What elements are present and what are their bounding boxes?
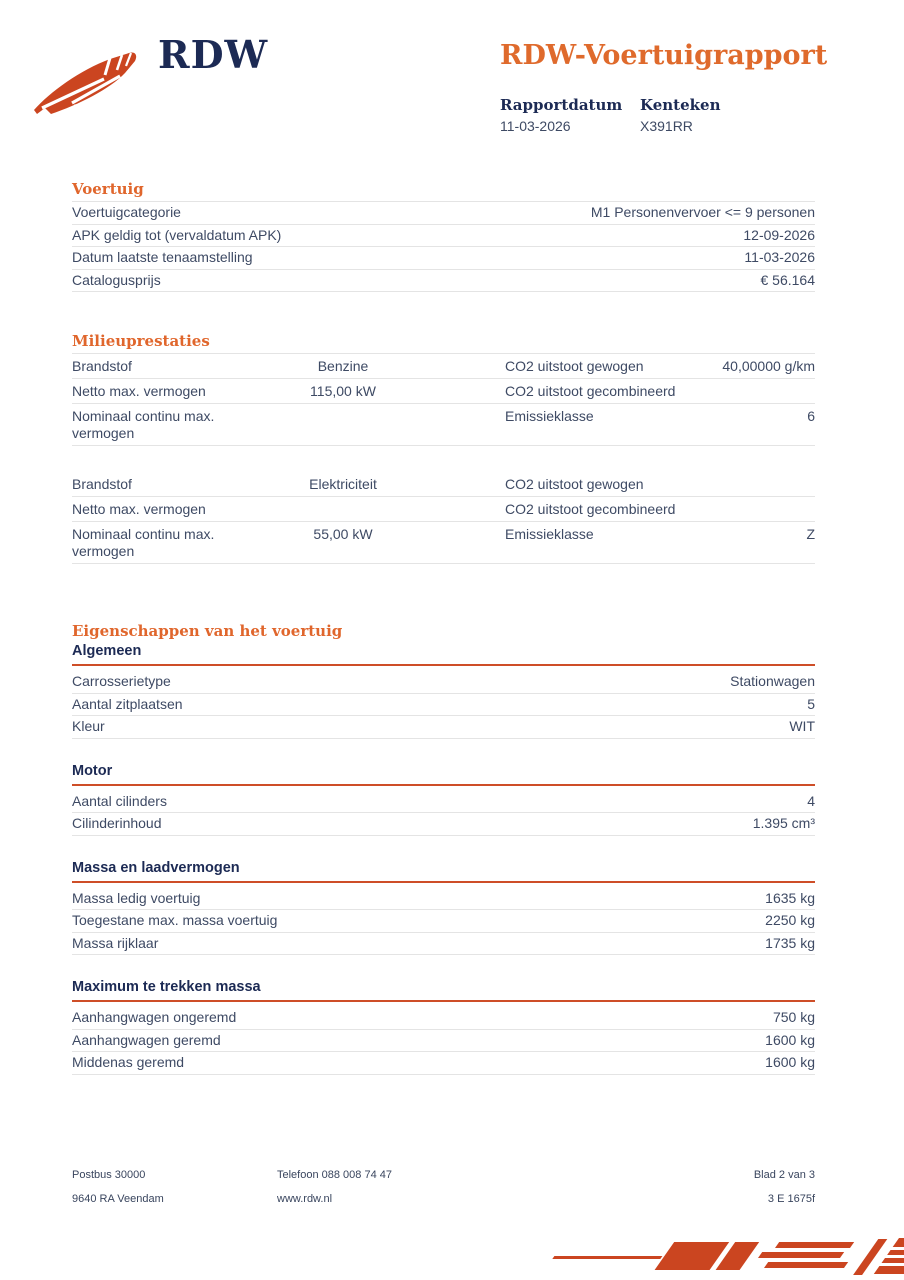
row-value: 750 kg bbox=[772, 1009, 815, 1025]
table-row bbox=[72, 910, 815, 933]
row-label: Cilinderinhoud bbox=[72, 815, 162, 831]
subsection-title: Maximum te trekken massa bbox=[72, 979, 815, 1002]
footer-document-code: 3 E 1675f bbox=[767, 1193, 815, 1205]
row-label: APK geldig tot (vervaldatum APK) bbox=[72, 226, 282, 243]
report-content bbox=[72, 180, 815, 1075]
section-title-voertuig: Voertuig bbox=[72, 180, 144, 198]
row-label: Brandstof bbox=[72, 357, 132, 374]
row-value: 1635 kg bbox=[765, 889, 815, 906]
table-row bbox=[72, 472, 815, 497]
row-value: 5 bbox=[807, 695, 815, 712]
row-label: CO2 uitstoot gewogen bbox=[505, 357, 644, 374]
milieu-table bbox=[72, 472, 815, 564]
algemeen-table bbox=[72, 666, 815, 739]
spacer bbox=[423, 358, 505, 375]
spacer bbox=[423, 408, 505, 442]
section-eigenschappen bbox=[72, 622, 815, 1075]
row-label: CO2 uitstoot gewogen bbox=[505, 475, 644, 492]
section-voertuig bbox=[72, 180, 815, 292]
table-row bbox=[72, 1030, 815, 1053]
spacer bbox=[423, 383, 505, 400]
subsection-title: Algemeen bbox=[72, 643, 815, 666]
table-row bbox=[72, 270, 815, 293]
row-label: Aantal cilinders bbox=[72, 792, 167, 809]
row-value: 55,00 kW bbox=[313, 525, 373, 542]
row-label: Netto max. vermogen bbox=[72, 500, 206, 517]
row-value: WIT bbox=[789, 718, 815, 734]
row-label: Emissieklasse bbox=[505, 407, 594, 424]
spacer bbox=[423, 526, 505, 560]
footer-address-column bbox=[72, 1170, 277, 1218]
row-value: 1735 kg bbox=[765, 934, 815, 951]
table-row bbox=[72, 522, 815, 564]
report-date-value: 11-03-2026 bbox=[500, 118, 571, 134]
row-label: Massa rijklaar bbox=[72, 934, 159, 951]
row-label: Emissieklasse bbox=[505, 525, 594, 542]
table-row bbox=[72, 1052, 815, 1075]
milieu-table-benzine bbox=[72, 353, 815, 446]
footer-website: www.rdw.nl bbox=[277, 1193, 333, 1205]
document-title: RDW-Voertuigrapport bbox=[500, 40, 828, 71]
spacer bbox=[423, 501, 505, 518]
row-value: 6 bbox=[807, 407, 815, 424]
row-label: Carrosserietype bbox=[72, 673, 171, 689]
license-plate-value: X391RR bbox=[640, 118, 693, 134]
table-row bbox=[72, 666, 815, 694]
table-row bbox=[72, 354, 815, 379]
subsection-title: Motor bbox=[72, 763, 815, 786]
table-row bbox=[72, 694, 815, 717]
row-label: Kleur bbox=[72, 718, 105, 734]
footer-phone: Telefoon 088 008 74 47 bbox=[277, 1169, 392, 1181]
subsection-massa bbox=[72, 860, 815, 956]
license-plate-label: Kenteken bbox=[640, 96, 721, 114]
row-label: CO2 uitstoot gecombineerd bbox=[505, 500, 676, 517]
row-value: Benzine bbox=[317, 357, 369, 374]
section-title-milieuprestaties: Milieuprestaties bbox=[72, 332, 210, 350]
row-value: Stationwagen bbox=[730, 673, 815, 689]
row-label: Aanhangwagen geremd bbox=[72, 1031, 221, 1048]
row-label: Datum laatste tenaamstelling bbox=[72, 249, 253, 265]
row-label: Catalogusprijs bbox=[72, 271, 161, 288]
rdw-logo-text: RDW bbox=[158, 32, 269, 77]
footer-page-number: Blad 2 van 3 bbox=[753, 1169, 815, 1181]
row-value: Elektriciteit bbox=[309, 475, 377, 492]
table-row bbox=[72, 202, 815, 225]
row-label: Toegestane max. massa voertuig bbox=[72, 912, 278, 928]
section-milieuprestaties bbox=[72, 332, 815, 564]
row-label: Aantal zitplaatsen bbox=[72, 695, 183, 712]
table-row bbox=[72, 883, 815, 911]
report-date-label: Rapportdatum bbox=[500, 96, 623, 114]
row-value bbox=[715, 476, 815, 493]
row-value bbox=[715, 383, 815, 400]
subsection-motor bbox=[72, 763, 815, 836]
footer-contact-column bbox=[277, 1170, 655, 1218]
row-value: 1600 kg bbox=[765, 1031, 815, 1048]
trekken-massa-table bbox=[72, 1002, 815, 1075]
subsection-title: Massa en laadvermogen bbox=[72, 860, 815, 883]
row-value bbox=[263, 501, 423, 518]
row-label: Nominaal continu max. vermogen bbox=[72, 525, 215, 559]
row-value: € 56.164 bbox=[760, 271, 815, 288]
table-row bbox=[72, 404, 815, 446]
row-value: M1 Personenvervoer <= 9 personen bbox=[590, 204, 815, 220]
motor-table bbox=[72, 786, 815, 836]
row-value: 11-03-2026 bbox=[744, 249, 815, 265]
table-row bbox=[72, 497, 815, 522]
page-footer bbox=[72, 1170, 815, 1218]
table-row bbox=[72, 716, 815, 739]
rdw-feather-logo-icon bbox=[30, 46, 150, 122]
row-value: 2250 kg bbox=[765, 912, 815, 928]
row-value bbox=[263, 408, 423, 442]
row-label: Brandstof bbox=[72, 475, 132, 492]
row-value: 40,00000 g/km bbox=[722, 357, 815, 374]
row-label: Aanhangwagen ongeremd bbox=[72, 1009, 237, 1025]
row-value: 4 bbox=[807, 792, 815, 809]
subsection-algemeen bbox=[72, 643, 815, 739]
rdw-stripes-graphic bbox=[514, 1228, 904, 1280]
row-label: Netto max. vermogen bbox=[72, 382, 206, 399]
row-label: Voertuigcategorie bbox=[72, 204, 181, 220]
table-row bbox=[72, 1002, 815, 1030]
table-row bbox=[72, 225, 815, 248]
massa-table bbox=[72, 883, 815, 956]
spacer bbox=[423, 476, 505, 493]
footer-city: 9640 RA Veendam bbox=[72, 1193, 164, 1205]
footer-page-column bbox=[655, 1170, 815, 1218]
row-label: Middenas geremd bbox=[72, 1054, 185, 1070]
row-value: 1.395 cm³ bbox=[752, 815, 815, 831]
row-value: Z bbox=[806, 525, 815, 542]
footer-postbus: Postbus 30000 bbox=[72, 1169, 146, 1181]
section-title-eigenschappen: Eigenschappen van het voertuig bbox=[72, 622, 343, 640]
row-label: Massa ledig voertuig bbox=[72, 889, 201, 906]
milieu-table-elektriciteit bbox=[72, 472, 815, 564]
row-label: CO2 uitstoot gecombineerd bbox=[505, 382, 676, 399]
table-row bbox=[72, 786, 815, 814]
row-value: 115,00 kW bbox=[310, 382, 376, 399]
row-value: 12-09-2026 bbox=[743, 226, 815, 243]
row-value: 1600 kg bbox=[765, 1054, 815, 1070]
voertuig-table bbox=[72, 201, 815, 292]
table-row bbox=[72, 813, 815, 836]
table-row bbox=[72, 379, 815, 404]
row-value bbox=[715, 501, 815, 518]
row-label: Nominaal continu max. vermogen bbox=[72, 407, 215, 441]
subsection-trekken-massa bbox=[72, 979, 815, 1075]
table-row bbox=[72, 247, 815, 270]
table-row bbox=[72, 933, 815, 956]
